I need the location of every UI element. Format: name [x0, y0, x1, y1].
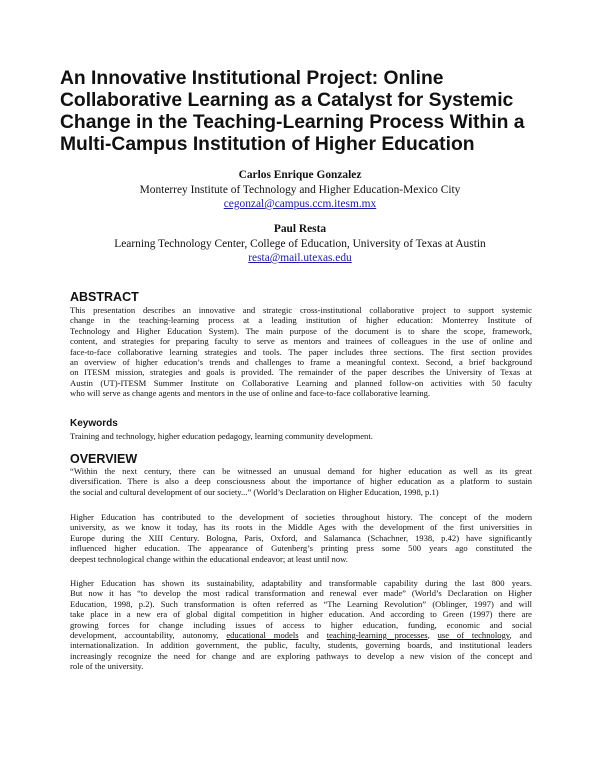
paragraph-line: Europe during the XIII Century. Bologna, Paris, Oxford, and Salamanca (Schachner, 1938, p.42) have significantly [70, 532, 532, 543]
author-affiliation: Monterrey Institute of Technology and Higher Education-Mexico City [139, 183, 461, 196]
abstract-heading: ABSTRACT [70, 290, 139, 304]
quote-line: diversification. There is also a deep consciousness about the importance of higher education as a platform to sustain [70, 476, 532, 487]
paragraph-line: take place in a new era of global digital competition in higher education. And according to Green (1997) there are [70, 609, 532, 620]
paragraph-line: growing forces for change including issues of access to higher education, funding, economic and social [70, 619, 532, 630]
title-line: Collaborative Learning as a Catalyst for Systemic [60, 90, 514, 111]
paragraph-line: deepest technological change within the educational endeavor; at least until now. [70, 553, 348, 564]
author-block-2 [60, 222, 540, 266]
abstract-line: who will serve as change agents and mentors in the use of online and face-to-face collaborative learning. [70, 388, 431, 399]
abstract-line: face-to-face collaborative learning strategies and tools. The paper includes three sections. The first section provides [70, 346, 532, 357]
overview-quote [70, 466, 532, 497]
paragraph-line: increasingly recognize the need for change and are exploring pathways to develop a new vision of the concept and [70, 650, 532, 661]
title-line: Multi-Campus Institution of Higher Education [60, 134, 475, 155]
use-of-technology-link[interactable]: use of technology [437, 630, 510, 641]
text-fragment: and [298, 630, 327, 641]
author-block-1 [60, 168, 540, 212]
overview-paragraph-3 [70, 578, 532, 672]
abstract-line: on ITESM mission, strategies and goals is provided. The remainder of the paper describes the University of Texas at [70, 367, 532, 378]
paragraph-line: internationalization. In addition government, the public, faculty, students, governing boards, and institutional leaders [70, 640, 532, 651]
text-fragment: , and [509, 630, 532, 641]
keywords-body [70, 431, 532, 441]
paragraph-line: role of the university. [70, 661, 144, 672]
paragraph-line: But now it has “to develop the most radical transformation and renewal ever made” (World’s Declaration on Higher [70, 588, 532, 599]
keywords-heading: Keywords [70, 418, 118, 429]
paragraph-line: Education, 1998, p.2). Such transformation is often referred as “The Learning Revolution” (Oblinger, 1997) and will [70, 598, 532, 609]
text-fragment: , [427, 630, 438, 641]
abstract-body [70, 305, 532, 399]
title-line: An Innovative Institutional Project: Online [60, 68, 444, 89]
author-email-link[interactable]: resta@mail.utexas.edu [248, 252, 352, 264]
educational-models-link[interactable]: educational models [226, 630, 299, 641]
paragraph-line: Higher Education has contributed to the development of societies throughout history. The concept of the modern [70, 512, 532, 522]
paragraph-line: Higher Education has shown its sustainability, adaptability and transformable capability during the last 800 years. [70, 578, 532, 588]
title-line: Change in the Teaching-Learning Process Within a [60, 112, 525, 133]
quote-line: “Within the next century, there can be witnessed an unusual demand for higher education as well as its great [70, 466, 532, 476]
abstract-line: content, and strategies for preparing faculty to serve as mentors and trainees of colleagues in the use of online and [70, 336, 532, 347]
abstract-line: This presentation describes an innovative and strategic cross-institutional collaborative project to support systemic [70, 305, 532, 315]
paragraph-line: university, as we know it today, has its roots in the Middle Ages with the development of the first universities in [70, 522, 532, 533]
abstract-line: an overview of higher education’s trends and challenges to frame a meaningful context. Second, a brief background [70, 357, 532, 368]
author-email-link[interactable]: cegonzal@campus.ccm.itesm.mx [223, 198, 377, 210]
abstract-line: change in the teaching-learning process at a leading institution of higher education: Monterrey Institute of [70, 315, 532, 326]
author-name: Paul Resta [273, 223, 327, 235]
keywords-text: Training and technology, higher education pedagogy, learning community development. [70, 431, 373, 441]
abstract-line: Austin (UT)-ITESM Summer Institute on Collaborative Learning and planned follow-on activities with 50 faculty [70, 377, 532, 388]
text-fragment: development, accountability, autonomy, [70, 630, 227, 641]
teaching-learning-link[interactable]: teaching-learning processes [326, 630, 428, 641]
paragraph-line: influenced higher education. The appearance of Gutenberg’s printing press some 500 years ago constituted the [70, 543, 532, 554]
author-affiliation: Learning Technology Center, College of Education, University of Texas at Austin [114, 237, 486, 250]
quote-line: the social and cultural development of our society...” (World’s Declaration on Higher Education, 1998, p.1) [70, 486, 439, 497]
paragraph-line-with-links [70, 630, 532, 640]
overview-heading: OVERVIEW [70, 452, 138, 466]
overview-paragraph-2 [70, 512, 532, 564]
author-name: Carlos Enrique Gonzalez [238, 169, 362, 181]
abstract-line: Technology and Higher Education System). The main purpose of the document is to share the scope, framework, [70, 325, 532, 336]
paper-title [60, 68, 540, 156]
